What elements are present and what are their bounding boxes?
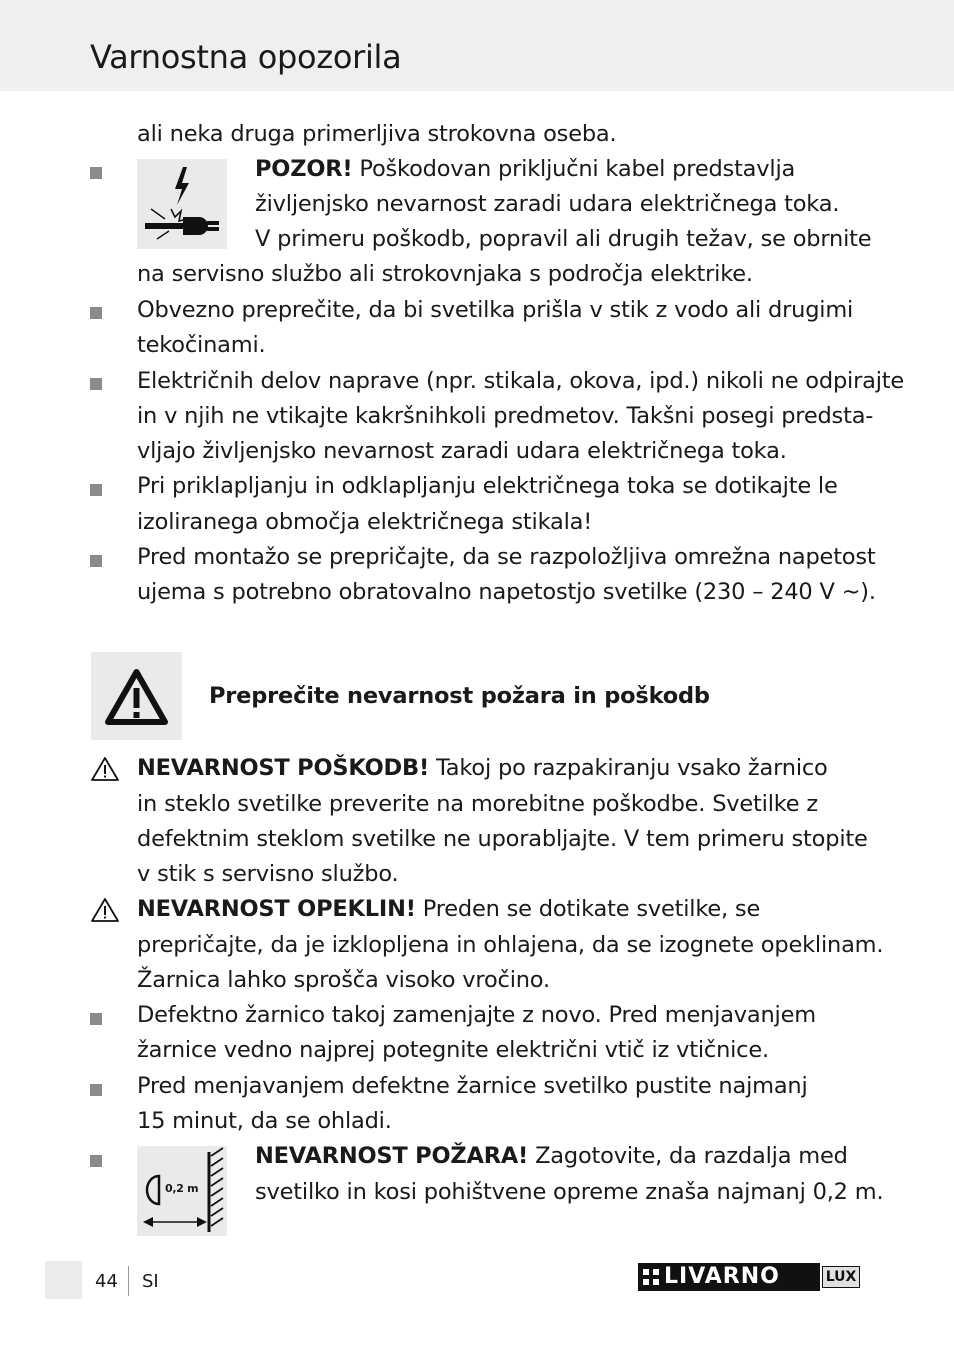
text-line: ali neka druga primerljiva strokovna oseba.: [137, 121, 617, 147]
page-title: Varnostna opozorila: [90, 38, 402, 76]
bullet-icon: [90, 378, 102, 390]
injury-warning-label: NEVARNOST POŠKODB!: [137, 755, 430, 781]
warning-triangle-icon: [91, 652, 182, 740]
warning-triangle-icon: [90, 897, 120, 923]
warning-line: [137, 751, 828, 786]
text-span: Preden se dotikate svetilke, se: [415, 896, 761, 922]
text-line: tekočinami.: [137, 332, 266, 358]
electric-shock-cable-icon: [137, 159, 227, 249]
page-number: 44: [95, 1271, 118, 1292]
burn-warning-label: NEVARNOST OPEKLIN!: [137, 896, 416, 922]
text-line: prepričajte, da je izklopljena in ohlajena, da se izognete opeklinam.: [137, 932, 884, 958]
bullet-icon: [90, 1155, 102, 1167]
bullet-icon: [90, 555, 102, 567]
brand-logo: [638, 1263, 863, 1291]
text-line: V primeru poškodb, popravil ali drugih težav, se obrnite: [255, 226, 872, 252]
logo-mark-icon: [643, 1269, 659, 1285]
text-line: v stik s servisno službo.: [137, 861, 399, 887]
warning-triangle-icon: [90, 756, 120, 782]
section-title: Preprečite nevarnost požara in poškodb: [209, 683, 710, 709]
text-line: vljajo življenjsko nevarnost zaradi udara električnega toka.: [137, 438, 787, 464]
text-line: Žarnica lahko sprošča visoko vročino.: [137, 967, 550, 993]
text-line: 15 minut, da se ohladi.: [137, 1108, 392, 1134]
text-span: Takoj po razpakiranju vsako žarnico: [429, 755, 828, 781]
text-line: na servisno službo ali strokovnjaka s področja elektrike.: [137, 261, 753, 287]
text-span: Zagotovite, da razdalja med: [528, 1143, 848, 1169]
bullet-icon: [90, 307, 102, 319]
bullet-icon: [90, 1013, 102, 1025]
bullet-icon: [90, 484, 102, 496]
text-line: Pred montažo se prepričajte, da se razpoložljiva omrežna napetost: [137, 544, 876, 570]
warning-line: [137, 892, 760, 927]
warning-line: [255, 1139, 848, 1174]
text-line: in steklo svetilke preverite na morebitne poškodbe. Svetilke z: [137, 791, 819, 817]
text-line: Električnih delov naprave (npr. stikala, okova, ipd.) nikoli ne odpirajte: [137, 368, 905, 394]
text-line: izoliranega območja električnega stikala!: [137, 509, 593, 535]
text-line: žarnice vedno najprej potegnite električni vtič iz vtičnice.: [137, 1037, 769, 1063]
distance-icon: [137, 1146, 227, 1236]
text-line: življenjsko nevarnost zaradi udara električnega toka.: [255, 191, 840, 217]
text-line: defektnim steklom svetilke ne uporabljajte. V tem primeru stopite: [137, 826, 868, 852]
footer-marker: [45, 1261, 82, 1299]
text-line: Defektno žarnico takoj zamenjajte z novo. Pred menjavanjem: [137, 1002, 816, 1028]
text-line: Pri priklapljanju in odklapljanju električnega toka se dotikajte le: [137, 473, 838, 499]
page-header: [0, 0, 954, 91]
warning-line: [255, 152, 795, 187]
logo-text: LIVARNO: [664, 1264, 780, 1289]
text-line: ujema s potrebno obratovalno napetostjo svetilke (230 – 240 V ~).: [137, 579, 876, 605]
text-line: in v njih ne vtikajte kakršnihkoli predmetov. Takšni posegi predsta-: [137, 403, 874, 429]
footer-divider: [128, 1266, 129, 1296]
language-code: SI: [142, 1271, 159, 1292]
text-span: Poškodovan priključni kabel predstavlja: [352, 156, 796, 182]
bullet-icon: [90, 167, 102, 179]
distance-label: 0,2 m: [165, 1182, 199, 1195]
pozor-label: POZOR!: [255, 156, 353, 182]
logo-suffix: LUX: [822, 1266, 860, 1288]
text-line: Obvezno preprečite, da bi svetilka prišla v stik z vodo ali drugimi: [137, 297, 854, 323]
fire-warning-label: NEVARNOST POŽARA!: [255, 1143, 529, 1169]
bullet-icon: [90, 1084, 102, 1096]
text-line: Pred menjavanjem defektne žarnice svetilko pustite najmanj: [137, 1073, 808, 1099]
text-line: svetilko in kosi pohištvene opreme znaša najmanj 0,2 m.: [255, 1179, 884, 1205]
